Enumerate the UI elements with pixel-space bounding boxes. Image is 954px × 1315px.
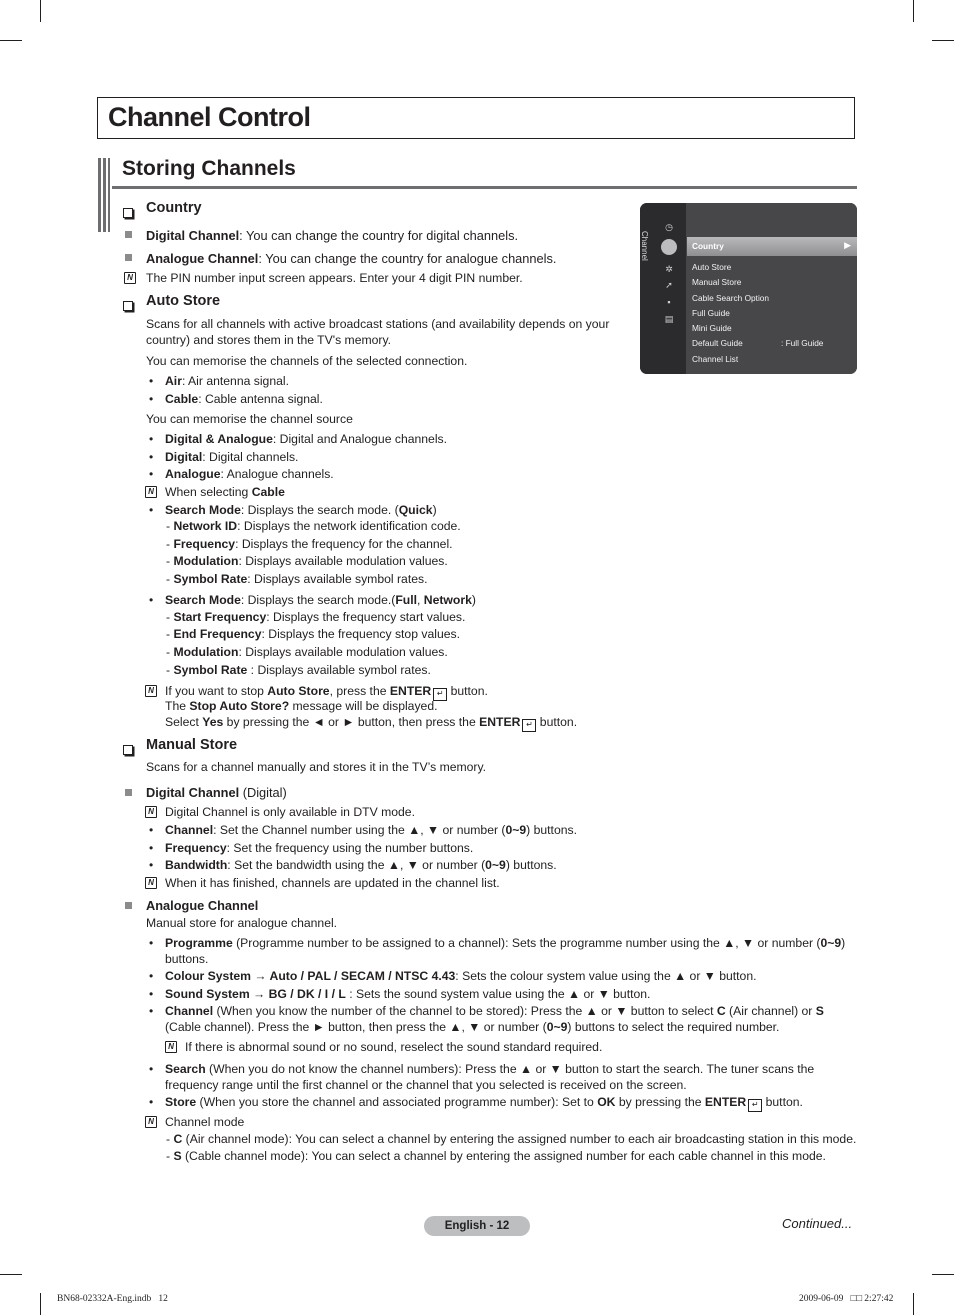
checkbox-bullet-icon — [123, 301, 133, 311]
tv-menu-item-value: : Full Guide — [781, 338, 824, 348]
bullet-icon: • — [149, 987, 154, 1001]
frequency-line: - Frequency: Displays the frequency for the channel. — [166, 537, 453, 551]
stop-note-line-2: The Stop Auto Store? message will be displayed. — [165, 699, 438, 713]
cable-line: Cable: Cable antenna signal. — [165, 392, 323, 406]
tv-menu-panel — [686, 203, 857, 374]
analogue-line: Analogue: Analogue channels. — [165, 467, 334, 481]
start-frequency-line: - Start Frequency: Displays the frequency start values. — [166, 610, 466, 624]
slug-left: BN68-02332A-Eng.indb 12 — [57, 1294, 168, 1304]
bullet-icon: • — [149, 374, 154, 388]
square-bullet-icon — [125, 902, 132, 909]
crop-mark — [913, 1293, 914, 1315]
bullet-icon: • — [149, 450, 154, 464]
note-icon: N — [145, 877, 157, 889]
gear-icon: ✲ — [665, 264, 673, 274]
bullet-icon: • — [149, 503, 154, 517]
crop-mark — [0, 1274, 22, 1275]
tv-menu-screenshot — [640, 203, 857, 374]
bullet-icon: • — [149, 823, 154, 837]
crop-mark — [0, 40, 22, 41]
note-icon: N — [145, 806, 157, 818]
tv-menu-item: Channel List — [692, 354, 739, 364]
clock-icon: ◷ — [665, 222, 673, 232]
bullet-icon: • — [149, 467, 154, 481]
manual-store-desc: Scans for a channel manually and stores it in the TV’s memory. — [146, 760, 487, 774]
stop-note-line-3: Select Yes by pressing the ◄ or ► button, then press the ENTER ↵ button. — [165, 715, 577, 732]
end-frequency-line: - End Frequency: Displays the frequency stop values. — [166, 627, 460, 641]
bullet-icon: • — [149, 936, 154, 950]
bullet-icon: • — [149, 392, 154, 406]
country-digital-line: Digital Channel: You can change the country for digital channels. — [146, 228, 519, 243]
country-note: The PIN number input screen appears. Enter your 4 digit PIN number. — [146, 271, 523, 285]
channel-mode-note: Channel mode — [165, 1115, 245, 1129]
digital-line: Digital: Digital channels. — [165, 450, 299, 464]
digital-analogue-line: Digital & Analogue: Digital and Analogue channels. — [165, 432, 448, 446]
symbol-rate-line: - Symbol Rate : Displays available symbol rates. — [166, 663, 431, 677]
network-id-line: - Network ID: Displays the network identification code. — [166, 519, 461, 533]
note-icon: N — [145, 685, 157, 697]
programme-line: Programme (Programme number to be assigned to a channel): Sets the programme number using the ▲, ▼ or number (0~9) buttons. — [165, 936, 846, 966]
analogue-channel-heading: Analogue Channel — [146, 898, 259, 913]
enter-icon: ↵ — [522, 719, 536, 732]
digital-channel-heading: Digital Channel (Digital) — [146, 785, 287, 800]
search-mode-quick-line: Search Mode: Displays the search mode. (Quick) — [165, 503, 437, 517]
tv-menu-item: Default Guide — [692, 338, 743, 348]
frequency-set-line: Frequency: Set the frequency using the number buttons. — [165, 841, 474, 855]
satellite-icon — [661, 239, 677, 255]
cable-note: When selecting Cable — [165, 485, 285, 499]
checkbox-bullet-icon — [123, 208, 133, 218]
modulation-line: - Modulation: Displays available modulation values. — [166, 645, 448, 659]
auto-store-connection-intro: You can memorise the channels of the selected connection. — [146, 354, 468, 368]
tv-menu-item: Manual Store — [692, 277, 742, 287]
section-rule — [112, 186, 857, 189]
bullet-icon: • — [149, 1095, 154, 1109]
tv-menu-item: Full Guide — [692, 308, 730, 318]
bullet-icon: • — [149, 969, 154, 983]
tv-menu-selected-row — [687, 237, 857, 256]
enter-icon: ↵ — [748, 1099, 762, 1112]
tv-menu-item: Cable Search Option — [692, 293, 770, 303]
search-line: Search (When you do not know the channel numbers): Press the ▲ or ▼ button to start the search. The tuner scans the frequency range until the first channel or the channel that you selected is received on the screen. — [165, 1062, 815, 1092]
finish-note: When it has finished, channels are updated in the channel list. — [165, 876, 500, 890]
country-analogue-line: Analogue Channel: You can change the country for analogue channels. — [146, 251, 557, 266]
crop-mark — [932, 40, 954, 41]
channel-line: Channel: Set the Channel number using the ▲, ▼ or number (0~9) buttons. — [165, 823, 577, 837]
search-mode-full-line: Search Mode: Displays the search mode.(Full, Network) — [165, 593, 476, 607]
continued-label: Continued... — [782, 1216, 853, 1231]
section-title: Storing Channels — [122, 157, 296, 180]
bullet-icon: • — [149, 1004, 154, 1018]
bullet-icon: • — [149, 432, 154, 446]
chapter-header — [97, 97, 855, 139]
crop-mark — [40, 1293, 41, 1315]
channel-store-line: Channel (When you know the number of the channel to be stored): Press the ▲ or ▼ button to select C (Air channel) or S (Cable channel). Press the ► button, then press the ▲, ▼ or number (0~9) buttons to select the required number. — [165, 1004, 824, 1034]
analogue-channel-desc: Manual store for analogue channel. — [146, 916, 338, 930]
bullet-icon: • — [149, 841, 154, 855]
play-arrow-icon: ▶ — [844, 240, 851, 250]
tv-menu-item-country: Country — [692, 241, 724, 251]
digital-channel-note: Digital Channel is only available in DTV mode. — [165, 805, 415, 819]
sound-system-line: Sound System → BG / DK / I / L : Sets the sound system value using the ▲ or ▼ button. — [165, 987, 651, 1001]
section-bars — [98, 158, 112, 232]
air-line: Air: Air antenna signal. — [165, 374, 289, 388]
page-number: English - 12 — [424, 1216, 530, 1236]
support-icon: ▪ — [667, 297, 671, 307]
tv-menu-side-label: Channel — [640, 231, 649, 261]
crop-mark — [932, 1274, 954, 1275]
note-icon: N — [165, 1041, 177, 1053]
bullet-icon: • — [149, 858, 154, 872]
crop-mark — [40, 0, 41, 22]
chapter-title: Channel Control — [108, 102, 311, 132]
s-mode-line: - S (Cable channel mode): You can select a channel by entering the assigned number for each cable channel in this mode. — [166, 1149, 826, 1163]
auto-store-desc: Scans for all channels with active broadcast stations (and availability depends on your country) and stores them in the TV's memory. — [146, 317, 610, 347]
square-bullet-icon — [125, 231, 132, 238]
crop-mark — [913, 0, 914, 22]
tv-menu-item: Auto Store — [692, 262, 732, 272]
symbol-rate-line: - Symbol Rate: Displays available symbol rates. — [166, 572, 428, 586]
country-heading: Country — [146, 200, 202, 216]
colour-system-line: Colour System → Auto / PAL / SECAM / NTSC 4.43: Sets the colour system value using the ▲ or ▼ button. — [165, 969, 757, 983]
stop-note-line-1: If you want to stop Auto Store, press the ENTER ↵ button. — [165, 684, 488, 701]
bullet-icon: • — [149, 1062, 154, 1076]
bullet-icon: • — [149, 593, 154, 607]
note-icon: N — [145, 1116, 157, 1128]
square-bullet-icon — [125, 789, 132, 796]
note-icon: N — [145, 486, 157, 498]
tv-menu-item: Mini Guide — [692, 323, 732, 333]
slug-right: 2009-06-09 □□ 2:27:42 — [799, 1294, 894, 1304]
manual-store-heading: Manual Store — [146, 737, 238, 753]
auto-store-heading: Auto Store — [146, 293, 221, 309]
c-mode-line: - C (Air channel mode): You can select a channel by entering the assigned number to each air broadcasting station in this mode. — [166, 1132, 857, 1146]
checkbox-bullet-icon — [123, 745, 133, 755]
note-icon: N — [124, 272, 136, 284]
enter-icon: ↵ — [433, 688, 447, 701]
modulation-line: - Modulation: Displays available modulation values. — [166, 554, 448, 568]
input-icon: ➚ — [665, 280, 673, 290]
store-line: Store (When you store the channel and associated programme number): Set to OK by pressing the ENTER ↵ button. — [165, 1095, 803, 1112]
sound-note: If there is abnormal sound or no sound, reselect the sound standard required. — [185, 1040, 603, 1054]
media-icon: ▤ — [664, 314, 674, 324]
source-intro: You can memorise the channel source — [146, 412, 353, 426]
bandwidth-line: Bandwidth: Set the bandwidth using the ▲, ▼ or number (0~9) buttons. — [165, 858, 557, 872]
square-bullet-icon — [125, 254, 132, 261]
